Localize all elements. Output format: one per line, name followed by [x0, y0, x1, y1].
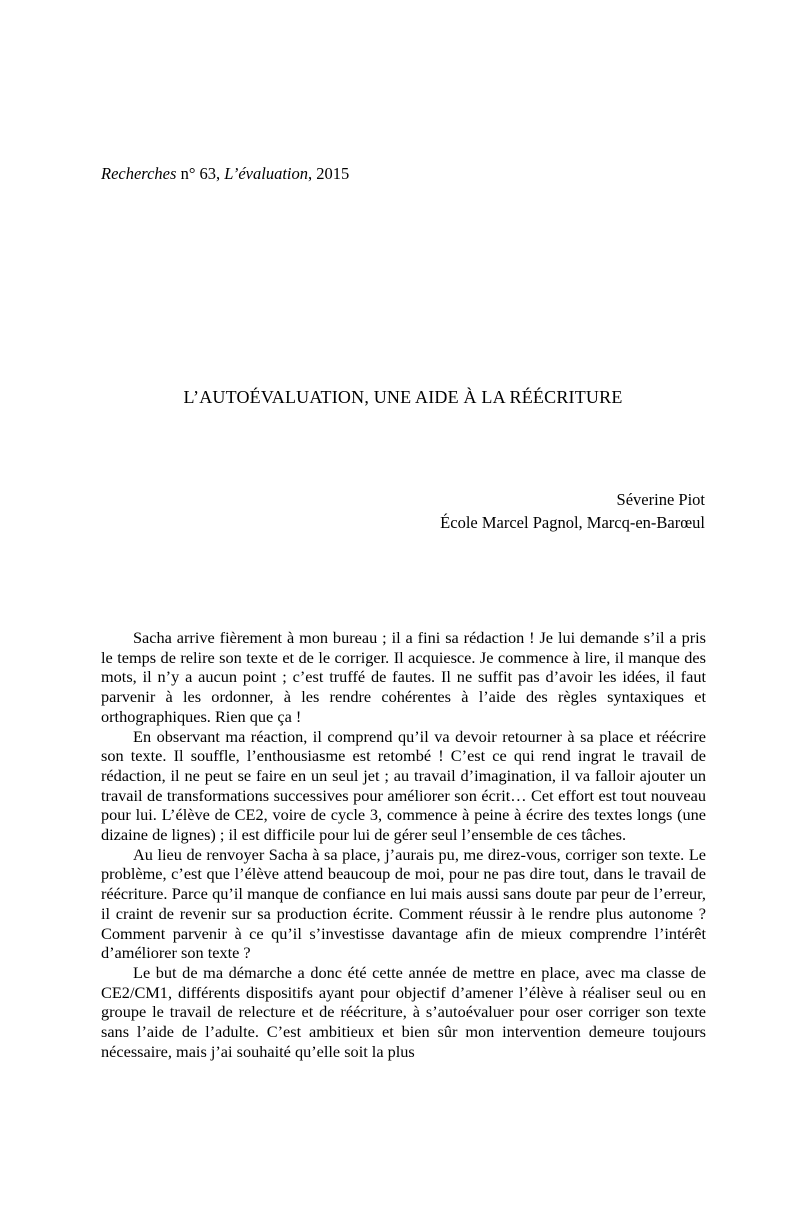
- paragraph: Au lieu de renvoyer Sacha à sa place, j’aurais pu, me direz-vous, corriger son texte. Le problème, c’est que l’élève attend beaucoup de moi, pour ne pas dire tout, dans le travail de réécriture. Parce qu’il manque de confiance en lui mais aussi sans doute par peur de l’erreur, il craint de revenir sur sa production écrite. Comment réussir à le rendre plus autonome ? Comment parvenir à ce qu’il s’investisse davantage afin de mieux comprendre l’intérêt d’améliorer son texte ?: [101, 844, 706, 963]
- running-header: [101, 164, 349, 184]
- author-block: [300, 488, 705, 534]
- article-title: L’AUTOÉVALUATION, UNE AIDE À LA RÉÉCRITURE: [183, 387, 623, 407]
- paragraph: En observant ma réaction, il comprend qu’il va devoir retourner à sa place et réécrire son texte. Il souffle, l’enthousiasme est retombé ! C’est ce qui rend ingrat le travail de rédaction, il ne peut se faire en un seul jet ; au travail d’imagination, il va falloir ajouter un travail de transformations successives pour améliorer son écrit… Cet effort est tout nouveau pour lui. L’élève de CE2, voire de cycle 3, commence à peine à écrire des textes longs (une dizaine de lignes) ; il est difficile pour lui de gérer seul l’ensemble de ces tâches.: [101, 726, 706, 845]
- issue-theme: L’évaluation: [224, 164, 309, 183]
- journal-name: Recherches: [101, 164, 177, 183]
- publication-year: , 2015: [308, 164, 350, 183]
- paragraph: Sacha arrive fièrement à mon bureau ; il a fini sa rédaction ! Je lui demande s’il a pris le temps de relire son texte et de le corriger. Il acquiesce. Je commence à lire, il manque des mots, il n’y a aucun point ; c’est truffé de fautes. Il ne suffit pas d’avoir les idées, il faut parvenir à les ordonner, à les rendre cohérentes à l’aide des règles syntaxiques et orthographiques. Rien que ça !: [101, 628, 706, 726]
- author-affiliation: École Marcel Pagnol, Marcq-en-Barœul: [440, 513, 705, 532]
- author-name: Séverine Piot: [616, 490, 705, 509]
- article-body: [101, 628, 706, 1061]
- paragraph: Le but de ma démarche a donc été cette année de mettre en place, avec ma classe de CE2/CM1, différents dispositifs ayant pour objectif d’amener l’élève à réaliser seul ou en groupe le travail de relecture et de réécriture, à s’autoévaluer pour oser corriger son texte sans l’aide de l’adulte. C’est ambitieux et bien sûr mon intervention demeure toujours nécessaire, mais j’ai souhaité qu’elle soit la plus: [101, 962, 706, 1061]
- issue-number: n° 63,: [176, 164, 225, 183]
